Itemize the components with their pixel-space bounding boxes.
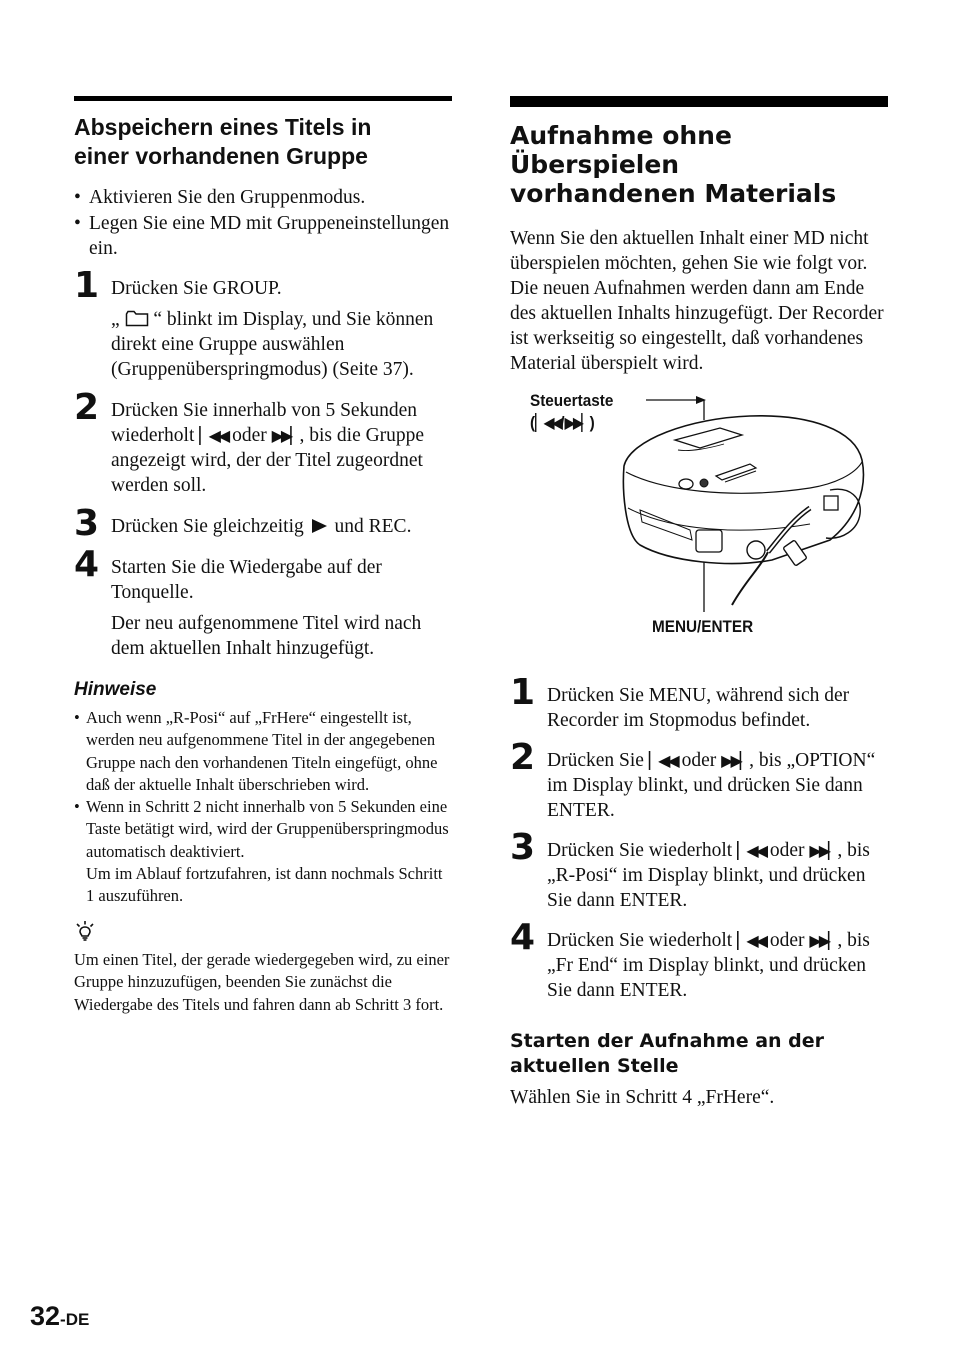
list-item: • Wenn in Schritt 2 nicht innerhalb von 5 Sekunden eine Taste betätigt wird, wird der Gruppenüberspringmodus automatisch deaktiviert. Um im Ablauf fortzufahren, ist dann nochmals Schritt 1 auszuführen. bbox=[74, 796, 452, 907]
section-rule bbox=[510, 96, 888, 107]
list-item: • Auch wenn „R-Posi“ auf „FrHere“ eingestellt ist, werden neu aufgenommene Titel in der angegebenen Gruppe nach den vorhandenen Titeln eingefügt, ohne daß der aktuelle Inhalt überschrieben wird. bbox=[74, 707, 452, 796]
step-3: 3 Drücken Sie gleichzeitig und REC. bbox=[74, 503, 412, 544]
notes-list bbox=[74, 707, 452, 908]
recorder-figure bbox=[510, 390, 888, 655]
step-3: 3 Drücken Sie wiederholt ▏◀◀ oder ▶▶▏, bis „R-Posi“ im Display blinkt, und drücken Sie dann ENTER. bbox=[510, 827, 870, 911]
list-item: • Legen Sie eine MD mit Gruppeneinstellungen ein. bbox=[74, 211, 452, 261]
step-1: 1 Drücken Sie MENU, während sich der Recorder im Stopmodus befindet. bbox=[510, 672, 850, 731]
lightbulb-tip-icon bbox=[74, 920, 96, 942]
next-track-icon: ▶▶▏ bbox=[809, 841, 838, 860]
step-number: 4 bbox=[74, 544, 100, 585]
step-number: 3 bbox=[74, 503, 100, 544]
next-track-icon: ▶▶▏ bbox=[564, 413, 590, 432]
step-4: 4 Drücken Sie wiederholt ▏◀◀ oder ▶▶▏, bis „Fr End“ im Display blinkt, und drücken Sie dann ENTER. bbox=[510, 917, 870, 1001]
step-1: 1 Drücken Sie GROUP. „ “ blinkt im Display, und Sie können direkt eine Gruppe auswählen (Gruppenüberspringmodus) (Seite 37). bbox=[74, 265, 434, 380]
next-track-icon: ▶▶▏ bbox=[721, 751, 750, 770]
step-2: 2 Drücken Sie innerhalb von 5 Sekunden wiederholt ▏◀◀ oder ▶▶▏, bis die Gruppe angezeigt wird, der der Titel zugeordnet werden soll. bbox=[74, 387, 425, 496]
section-heading-left: Abspeichern eines Titels in einer vorhandenen Gruppe bbox=[74, 114, 372, 169]
subsection-heading: Starten der Aufnahme an der aktuellen Stelle bbox=[510, 1030, 825, 1077]
previous-track-icon: ▏◀◀ bbox=[737, 841, 765, 860]
control-key-label: Steuertaste (▏◀◀/▶▶▏) bbox=[530, 391, 614, 432]
step-number: 3 bbox=[510, 827, 536, 868]
right-column bbox=[510, 96, 888, 1110]
previous-track-icon: ▏◀◀ bbox=[535, 413, 561, 432]
step-number: 1 bbox=[74, 265, 100, 306]
prerequisite-list bbox=[74, 185, 452, 261]
step-number: 4 bbox=[510, 917, 536, 958]
step-4: 4 Starten Sie die Wiedergabe auf der Tonquelle. Der neu aufgenommene Titel wird nach dem aktuellen Inhalt hinzugefügt. bbox=[74, 544, 422, 659]
list-item: • Aktivieren Sie den Gruppenmodus. bbox=[74, 185, 452, 210]
tip-text: Um einen Titel, der gerade wiedergegeben wird, zu einer Gruppe hinzuzufügen, beenden Sie zunächst die Wiedergabe des Titels und fahren dann ab Schritt 3 fort. bbox=[74, 949, 450, 1014]
step-number: 2 bbox=[510, 737, 536, 778]
md-recorder-illustration bbox=[510, 390, 888, 620]
next-track-icon: ▶▶▏ bbox=[809, 931, 838, 950]
group-folder-icon bbox=[125, 310, 149, 327]
next-track-icon: ▶▶▏ bbox=[271, 426, 300, 445]
step-number: 2 bbox=[74, 387, 100, 428]
intro-text: Wenn Sie den aktuellen Inhalt einer MD nicht überspielen möchten, gehen Sie wie folgt vor. Die neuen Aufnahmen werden dann am Ende des aktuellen Inhalts hinzugefügt. Der Recorder ist werkseitig so eingestellt, daß vorhandenes Material überspielt wird. bbox=[510, 228, 884, 374]
step-2: 2 Drücken Sie ▏◀◀ oder ▶▶▏, bis „OPTION“ im Display blinkt, und drücken Sie dann ENTER. bbox=[510, 737, 876, 821]
section-heading-right: Aufnahme ohne Überspielen vorhandenen Materials bbox=[510, 121, 837, 208]
notes-title: Hinweise bbox=[74, 679, 157, 700]
subsection-text: Wählen Sie in Schritt 4 „FrHere“. bbox=[510, 1087, 775, 1108]
previous-track-icon: ▏◀◀ bbox=[648, 751, 677, 770]
menu-enter-label: MENU/ENTER bbox=[652, 617, 754, 636]
step-number: 1 bbox=[510, 672, 536, 713]
section-rule bbox=[74, 96, 452, 101]
previous-track-icon: ▏◀◀ bbox=[737, 931, 765, 950]
previous-track-icon: ▏◀◀ bbox=[199, 426, 228, 445]
page-number: 32-DE bbox=[30, 1301, 90, 1331]
left-column bbox=[74, 96, 452, 1016]
play-icon bbox=[312, 519, 327, 533]
